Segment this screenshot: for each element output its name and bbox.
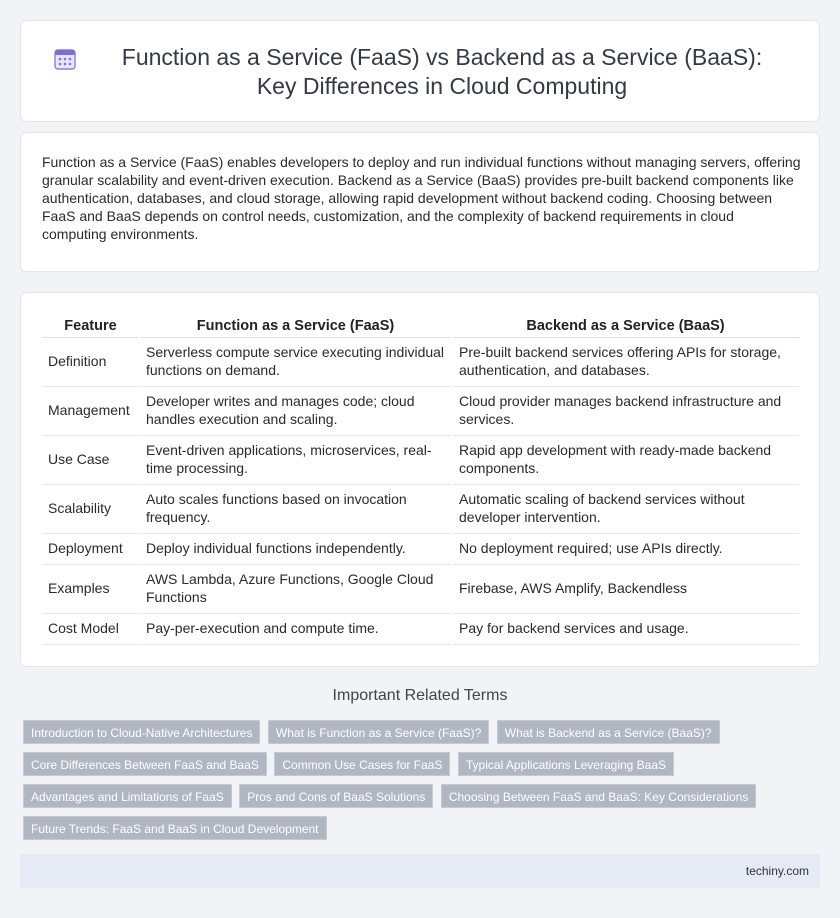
tag-link[interactable]: Choosing Between FaaS and BaaS: Key Considerations bbox=[441, 784, 757, 808]
comparison-table bbox=[42, 315, 799, 645]
row-baas: Cloud provider manages backend infrastructure and services. bbox=[452, 386, 799, 435]
tag-link[interactable]: Core Differences Between FaaS and BaaS bbox=[23, 752, 267, 776]
row-baas: Pre-built backend services offering APIs for storage, authentication, and databases. bbox=[452, 337, 799, 386]
table-header-row bbox=[42, 315, 799, 337]
tag-row bbox=[23, 752, 813, 784]
related-terms-title: Important Related Terms bbox=[332, 687, 508, 704]
tag-link[interactable]: Future Trends: FaaS and BaaS in Cloud Development bbox=[23, 816, 327, 840]
row-faas: Event-driven applications, microservices, real-time processing. bbox=[139, 435, 452, 484]
row-feature: Cost Model bbox=[42, 613, 139, 644]
row-faas: AWS Lambda, Azure Functions, Google Cloud Functions bbox=[139, 564, 452, 613]
tag-row bbox=[23, 720, 813, 752]
header-faas: Function as a Service (FaaS) bbox=[139, 315, 452, 337]
row-faas: Developer writes and manages code; cloud handles execution and scaling. bbox=[139, 386, 452, 435]
row-baas: Pay for backend services and usage. bbox=[452, 613, 799, 644]
tag-link[interactable]: What is Function as a Service (FaaS)? bbox=[268, 720, 489, 744]
row-baas: No deployment required; use APIs directly. bbox=[452, 533, 799, 564]
tag-link[interactable]: Typical Applications Leveraging BaaS bbox=[458, 752, 674, 776]
row-feature: Examples bbox=[42, 564, 139, 613]
tag-row bbox=[23, 816, 813, 848]
header-feature: Feature bbox=[42, 315, 139, 337]
row-feature: Management bbox=[42, 386, 139, 435]
table-row bbox=[42, 337, 799, 386]
table-row bbox=[42, 386, 799, 435]
table-row bbox=[42, 435, 799, 484]
row-feature: Deployment bbox=[42, 533, 139, 564]
tag-link[interactable]: What is Backend as a Service (BaaS)? bbox=[497, 720, 720, 744]
table-row bbox=[42, 564, 799, 613]
row-baas: Rapid app development with ready-made backend components. bbox=[452, 435, 799, 484]
tag-link[interactable]: Pros and Cons of BaaS Solutions bbox=[239, 784, 433, 808]
row-faas: Deploy individual functions independently. bbox=[139, 533, 452, 564]
related-tags bbox=[23, 720, 813, 848]
table-row bbox=[42, 533, 799, 564]
row-faas: Pay-per-execution and compute time. bbox=[139, 613, 452, 644]
row-feature: Definition bbox=[42, 337, 139, 386]
table-row bbox=[42, 613, 799, 644]
header-baas: Backend as a Service (BaaS) bbox=[452, 315, 799, 337]
row-feature: Use Case bbox=[42, 435, 139, 484]
row-feature: Scalability bbox=[42, 484, 139, 533]
comparison-card bbox=[20, 292, 820, 667]
title-card bbox=[20, 20, 820, 122]
table-row bbox=[42, 484, 799, 533]
tag-link[interactable]: Introduction to Cloud-Native Architectures bbox=[23, 720, 260, 744]
footer-brand[interactable]: techiny.com bbox=[745, 864, 809, 878]
tag-link[interactable]: Advantages and Limitations of FaaS bbox=[23, 784, 232, 808]
intro-card bbox=[20, 132, 820, 272]
page-title: Function as a Service (FaaS) vs Backend as a Service (BaaS): Key Differences in Cloud Computing bbox=[121, 44, 763, 99]
row-faas: Auto scales functions based on invocation frequency. bbox=[139, 484, 452, 533]
row-baas: Automatic scaling of backend services without developer intervention. bbox=[452, 484, 799, 533]
row-baas: Firebase, AWS Amplify, Backendless bbox=[452, 564, 799, 613]
tag-row bbox=[23, 784, 813, 816]
row-faas: Serverless compute service executing individual functions on demand. bbox=[139, 337, 452, 386]
intro-paragraph: Function as a Service (FaaS) enables developers to deploy and run individual functions without managing servers, offering granular scalability and event-driven execution. Backend as a Service (BaaS) provides pre-built backend components like authentication, databases, and cloud storage, allowing rapid development without backend coding. Choosing between FaaS and BaaS depends on control needs, customization, and the complexity of backend requirements in cloud computing environments. bbox=[42, 154, 801, 242]
footer bbox=[20, 854, 820, 888]
tag-link[interactable]: Common Use Cases for FaaS bbox=[274, 752, 450, 776]
